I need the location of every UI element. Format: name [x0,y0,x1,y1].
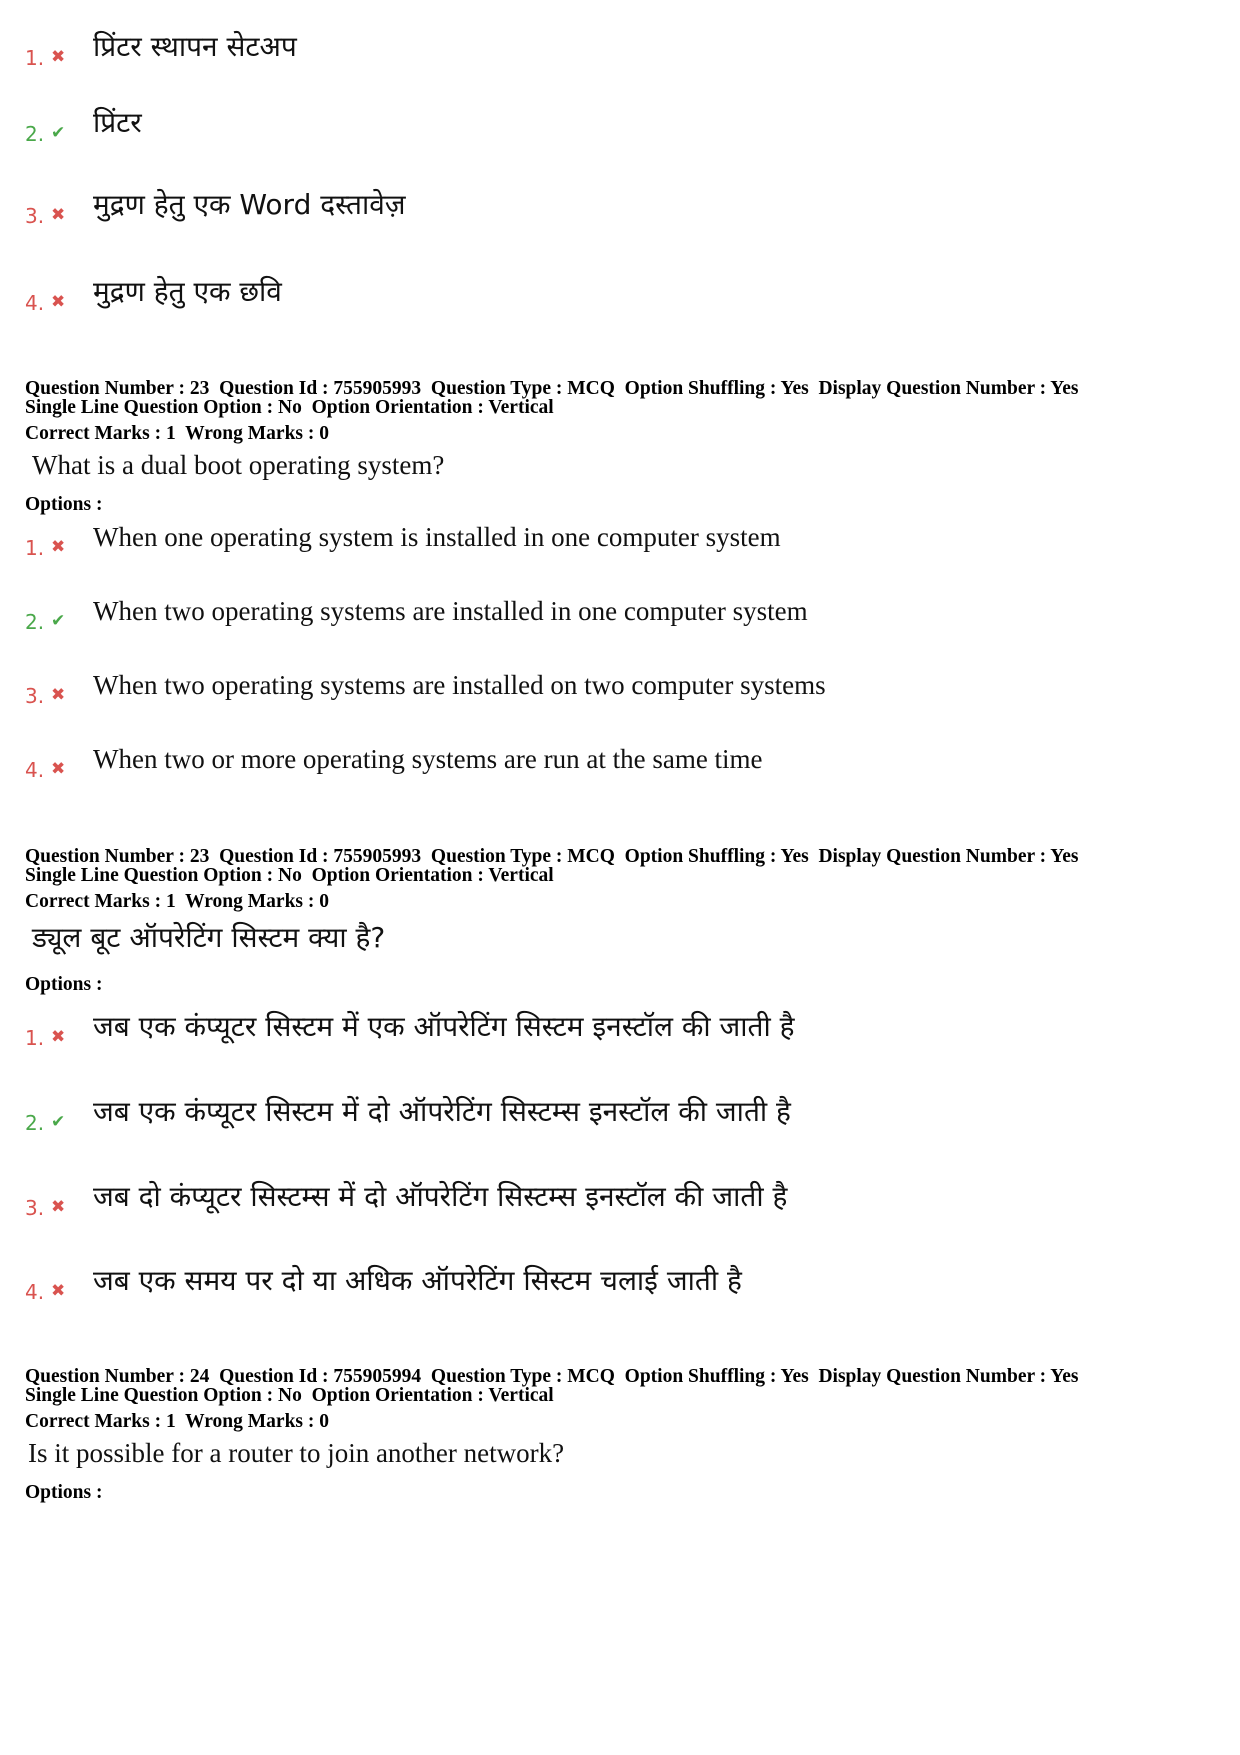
question-marks: Correct Marks : 1 Wrong Marks : 0 [25,891,330,912]
q23-en-option-3 [22,668,1182,708]
option-number: 1. [25,1026,45,1050]
question-text: What is a dual boot operating system? [32,450,445,480]
options-label: Options : [25,494,103,515]
options-label: Options : [25,974,103,995]
q23-hi-option-3 [22,1180,1182,1220]
option-number: 3. [25,684,45,708]
option-text: जब एक समय पर दो या अधिक ऑपरेटिंग सिस्टम चलाई जाती है [93,1264,742,1297]
option-text: When two or more operating systems are run at the same time [93,744,763,774]
option-text: प्रिंटर [93,106,142,139]
question-text: Is it possible for a router to join another network? [28,1438,565,1468]
option-number: 2. [25,1111,45,1135]
option-number: 3. [25,1196,45,1220]
cross-mark-icon: ✖ [51,1197,66,1217]
prev-option-2 [22,106,1182,146]
option-text: जब दो कंप्यूटर सिस्टम्स में दो ऑपरेटिंग सिस्टम्स इनस्टॉल की जाती है [93,1180,788,1213]
option-number: 3. [25,204,45,228]
check-mark-icon: ✔ [51,1112,66,1132]
option-number: 4. [25,758,45,782]
cross-mark-icon: ✖ [51,292,66,312]
q23-hi-option-2 [22,1095,1182,1135]
cross-mark-icon: ✖ [51,47,66,67]
option-number: 4. [25,291,45,315]
cross-mark-icon: ✖ [51,205,66,225]
cross-mark-icon: ✖ [51,759,66,779]
question-marks: Correct Marks : 1 Wrong Marks : 0 [25,423,330,444]
q23-en-option-1 [22,520,1182,560]
option-number: 2. [25,610,45,634]
question-meta-line-1: Question Number : 24 Question Id : 755905994 Question Type : MCQ Option Shuffling : Yes Display Question Number : Yes [25,1366,1079,1387]
question-marks: Correct Marks : 1 Wrong Marks : 0 [25,1411,330,1432]
check-mark-icon: ✔ [51,611,66,631]
option-text: जब एक कंप्यूटर सिस्टम में दो ऑपरेटिंग सिस्टम्स इनस्टॉल की जाती है [93,1095,791,1128]
question-meta-line-2: Single Line Question Option : No Option Orientation : Vertical [25,865,554,886]
question-meta-line-2: Single Line Question Option : No Option Orientation : Vertical [25,397,554,418]
option-text: मुद्रण हेतु एक Word दस्तावेज़ [93,188,406,221]
options-label: Options : [25,1482,103,1503]
question-meta-line-2: Single Line Question Option : No Option Orientation : Vertical [25,1385,554,1406]
prev-option-3 [22,188,1182,228]
cross-mark-icon: ✖ [51,1027,66,1047]
prev-option-1 [22,30,1182,70]
option-text: When two operating systems are installed in one computer system [93,596,808,626]
cross-mark-icon: ✖ [51,1281,66,1301]
option-text: जब एक कंप्यूटर सिस्टम में एक ऑपरेटिंग सिस्टम इनस्टॉल की जाती है [93,1010,795,1043]
q23-hi-option-1 [22,1010,1182,1050]
check-mark-icon: ✔ [51,123,66,143]
option-text: When two operating systems are installed on two computer systems [93,670,826,700]
cross-mark-icon: ✖ [51,685,66,705]
prev-option-4 [22,275,1182,315]
option-text: When one operating system is installed in one computer system [93,522,781,552]
option-text: प्रिंटर स्थापन सेटअप [93,30,297,63]
question-meta-line-1: Question Number : 23 Question Id : 755905993 Question Type : MCQ Option Shuffling : Yes Display Question Number : Yes [25,846,1079,867]
option-number: 2. [25,122,45,146]
option-number: 4. [25,1280,45,1304]
question-text: ड्यूल बूट ऑपरेटिंग सिस्टम क्या है? [32,921,386,954]
option-number: 1. [25,536,45,560]
question-meta-line-1: Question Number : 23 Question Id : 755905993 Question Type : MCQ Option Shuffling : Yes Display Question Number : Yes [25,378,1079,399]
q23-en-option-2 [22,594,1182,634]
cross-mark-icon: ✖ [51,537,66,557]
option-text: मुद्रण हेतु एक छवि [93,275,282,308]
option-number: 1. [25,46,45,70]
q23-hi-option-4 [22,1264,1182,1304]
q23-en-option-4 [22,742,1182,782]
